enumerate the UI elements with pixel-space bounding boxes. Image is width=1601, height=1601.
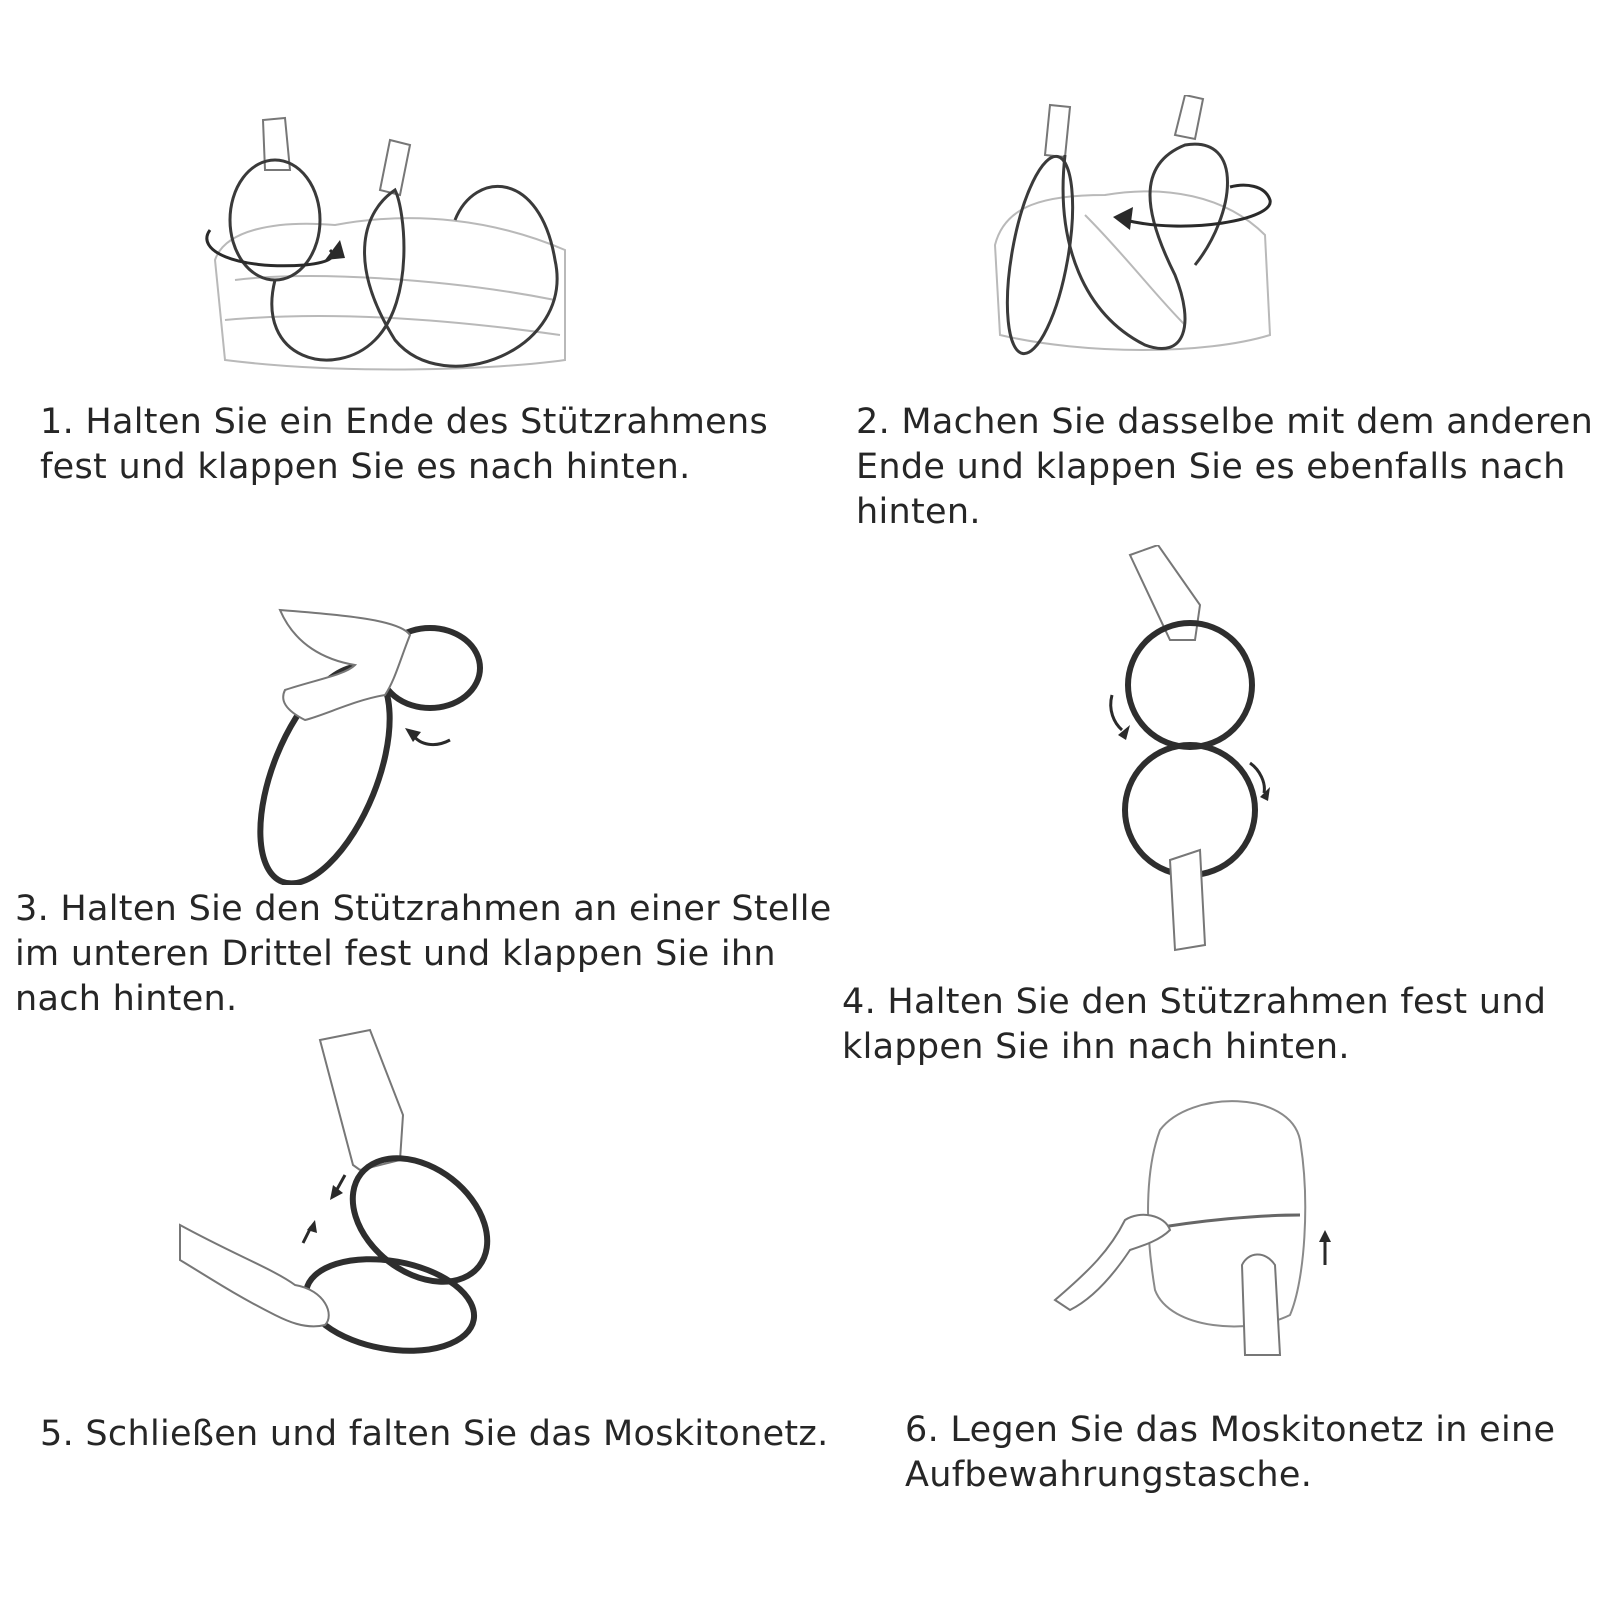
rotate-arrow-left (1111, 695, 1122, 730)
hand-bottom (180, 1225, 329, 1326)
storage-bag (1148, 1101, 1305, 1326)
step-5-illustration (175, 1025, 510, 1370)
hand-left (1045, 105, 1070, 157)
hand-right (1242, 1254, 1280, 1355)
hand-center (380, 140, 410, 195)
arrowhead-icon (1113, 207, 1133, 230)
step-3-illustration (225, 600, 495, 885)
frame-ring-loop (1063, 144, 1227, 348)
rotate-arrow (413, 735, 450, 745)
step-5-caption: 5. Schließen und falten Sie das Moskitonetz. (40, 1414, 829, 1454)
hand-bottom (1170, 850, 1205, 950)
hand-left (1055, 1215, 1170, 1310)
net-outline (995, 191, 1270, 350)
step-4-caption: 4. Halten Sie den Stützrahmen fest und klappen Sie ihn nach hinten. (842, 982, 1547, 1067)
arrowhead-icon (1319, 1230, 1331, 1242)
step-4-illustration (1100, 545, 1290, 955)
frame-ring-top (1128, 623, 1252, 747)
step-6-caption: 6. Legen Sie das Moskitonetz in eine Aufbewahrungstasche. (905, 1410, 1556, 1495)
step-6-illustration (1050, 1090, 1350, 1360)
step-2-caption: 2. Machen Sie dasselbe mit dem anderen Ende und klappen Sie es ebenfalls nach hinten. (856, 402, 1594, 532)
hand-top (320, 1030, 403, 1170)
step-2-illustration (985, 95, 1285, 365)
net-outline (215, 218, 565, 369)
step-3-caption: 3. Halten Sie den Stützrahmen an einer Stelle im unteren Drittel fest und klappen Sie ihn nach hinten. (15, 889, 832, 1019)
step-1-illustration (195, 110, 585, 380)
step-1-caption: 1. Halten Sie ein Ende des Stützrahmens fest und klappen Sie es nach hinten. (40, 402, 769, 487)
hand-right (1175, 95, 1203, 139)
arrowhead-icon (325, 240, 345, 260)
